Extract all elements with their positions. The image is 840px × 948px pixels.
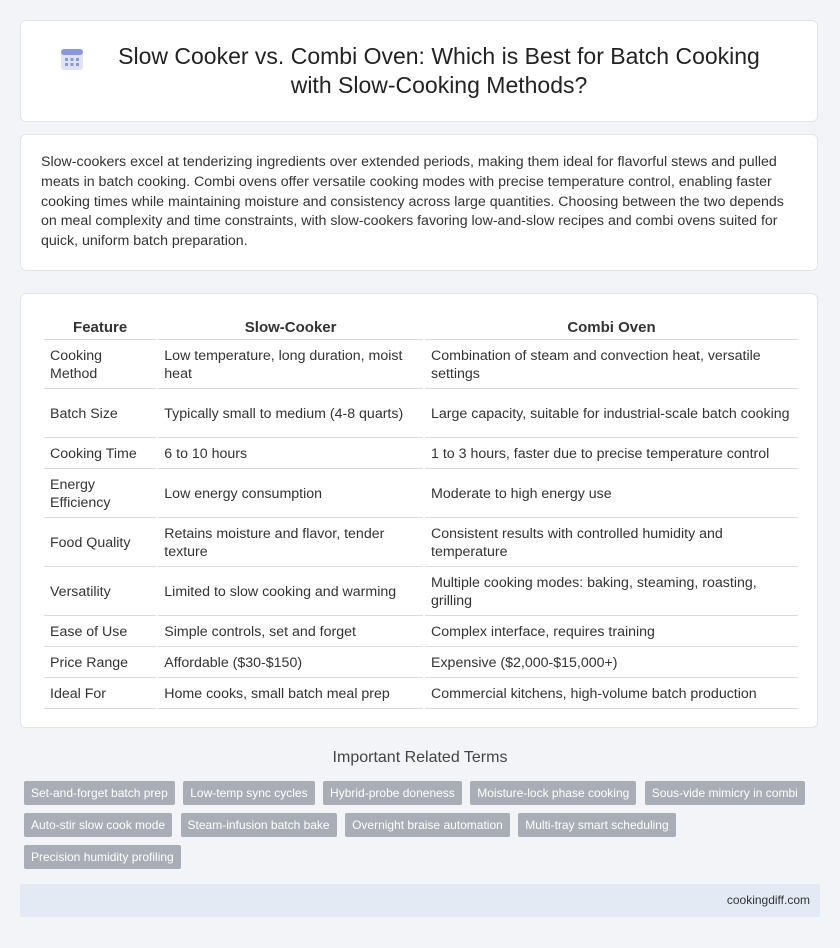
related-term-tag[interactable]: Hybrid-probe doneness bbox=[323, 781, 462, 805]
combi-oven-cell: Commercial kitchens, high-volume batch production bbox=[425, 680, 798, 709]
table-row bbox=[44, 391, 798, 438]
feature-cell: Price Range bbox=[44, 649, 156, 678]
title-card bbox=[20, 20, 818, 122]
combi-oven-cell: 1 to 3 hours, faster due to precise temperature control bbox=[425, 440, 798, 469]
table-row bbox=[44, 520, 798, 567]
table-row bbox=[44, 618, 798, 647]
intro-paragraph: Slow-cookers excel at tenderizing ingredients over extended periods, making them ideal for flavorful stews and pulled meats in batch cooking. Combi ovens offer versatile cooking modes with precise temperature control, enabling faster cooking times while maintaining moisture and consistency across large quantities. Choosing between the two depends on meal complexity and time constraints, with slow-cookers favoring low-and-slow recipes and combi ovens suited for quick, uniform batch preparation. bbox=[41, 154, 784, 250]
calendar-grid-icon bbox=[59, 46, 85, 72]
related-terms-heading: Important Related Terms bbox=[332, 749, 508, 766]
combi-oven-cell: Consistent results with controlled humidity and temperature bbox=[425, 520, 798, 567]
table-row bbox=[44, 342, 798, 389]
related-term-tag[interactable]: Sous-vide mimicry in combi bbox=[645, 781, 805, 805]
slow-cooker-cell: Limited to slow cooking and warming bbox=[158, 569, 423, 616]
feature-cell: Energy Efficiency bbox=[44, 471, 156, 518]
related-term-tag[interactable]: Steam-infusion batch bake bbox=[181, 813, 337, 837]
feature-cell: Cooking Time bbox=[44, 440, 156, 469]
feature-cell: Batch Size bbox=[44, 391, 156, 438]
combi-oven-cell: Moderate to high energy use bbox=[425, 471, 798, 518]
related-term-tag[interactable]: Low-temp sync cycles bbox=[183, 781, 314, 805]
comparison-card bbox=[20, 293, 818, 728]
feature-cell: Versatility bbox=[44, 569, 156, 616]
footer bbox=[20, 884, 820, 917]
table-row bbox=[44, 680, 798, 709]
related-term-tag[interactable]: Set-and-forget batch prep bbox=[24, 781, 175, 805]
header-slow-cooker: Slow-Cooker bbox=[158, 314, 423, 340]
page-title: Slow Cooker vs. Combi Oven: Which is Best for Batch Cooking with Slow-Cooking Methods? bbox=[118, 43, 760, 98]
table-row bbox=[44, 440, 798, 469]
combi-oven-cell: Multiple cooking modes: baking, steaming, roasting, grilling bbox=[425, 569, 798, 616]
table-row bbox=[44, 569, 798, 616]
comparison-table bbox=[42, 312, 800, 711]
slow-cooker-cell: Home cooks, small batch meal prep bbox=[158, 680, 423, 709]
title-wrap bbox=[59, 42, 779, 100]
slow-cooker-cell: Affordable ($30-$150) bbox=[158, 649, 423, 678]
slow-cooker-cell: Typically small to medium (4-8 quarts) bbox=[158, 391, 423, 438]
related-term-tag[interactable]: Precision humidity profiling bbox=[24, 845, 181, 869]
header-combi-oven: Combi Oven bbox=[425, 314, 798, 340]
related-term-tag[interactable]: Auto-stir slow cook mode bbox=[24, 813, 172, 837]
related-term-tag[interactable]: Moisture-lock phase cooking bbox=[470, 781, 636, 805]
slow-cooker-cell: Low energy consumption bbox=[158, 471, 423, 518]
related-term-tag[interactable]: Overnight braise automation bbox=[345, 813, 510, 837]
combi-oven-cell: Expensive ($2,000-$15,000+) bbox=[425, 649, 798, 678]
intro-card bbox=[20, 134, 818, 271]
feature-cell: Cooking Method bbox=[44, 342, 156, 389]
slow-cooker-cell: Retains moisture and flavor, tender texture bbox=[158, 520, 423, 567]
header-feature: Feature bbox=[44, 314, 156, 340]
slow-cooker-cell: 6 to 10 hours bbox=[158, 440, 423, 469]
combi-oven-cell: Combination of steam and convection heat, versatile settings bbox=[425, 342, 798, 389]
table-row bbox=[44, 649, 798, 678]
footer-site-link[interactable]: cookingdiff.com bbox=[726, 893, 810, 907]
combi-oven-cell: Large capacity, suitable for industrial-scale batch cooking bbox=[425, 391, 798, 438]
feature-cell: Ease of Use bbox=[44, 618, 156, 647]
slow-cooker-cell: Simple controls, set and forget bbox=[158, 618, 423, 647]
table-row bbox=[44, 471, 798, 518]
table-header-row bbox=[44, 314, 798, 340]
related-terms-list bbox=[24, 781, 824, 877]
feature-cell: Food Quality bbox=[44, 520, 156, 567]
related-term-tag[interactable]: Multi-tray smart scheduling bbox=[518, 813, 675, 837]
combi-oven-cell: Complex interface, requires training bbox=[425, 618, 798, 647]
feature-cell: Ideal For bbox=[44, 680, 156, 709]
slow-cooker-cell: Low temperature, long duration, moist heat bbox=[158, 342, 423, 389]
